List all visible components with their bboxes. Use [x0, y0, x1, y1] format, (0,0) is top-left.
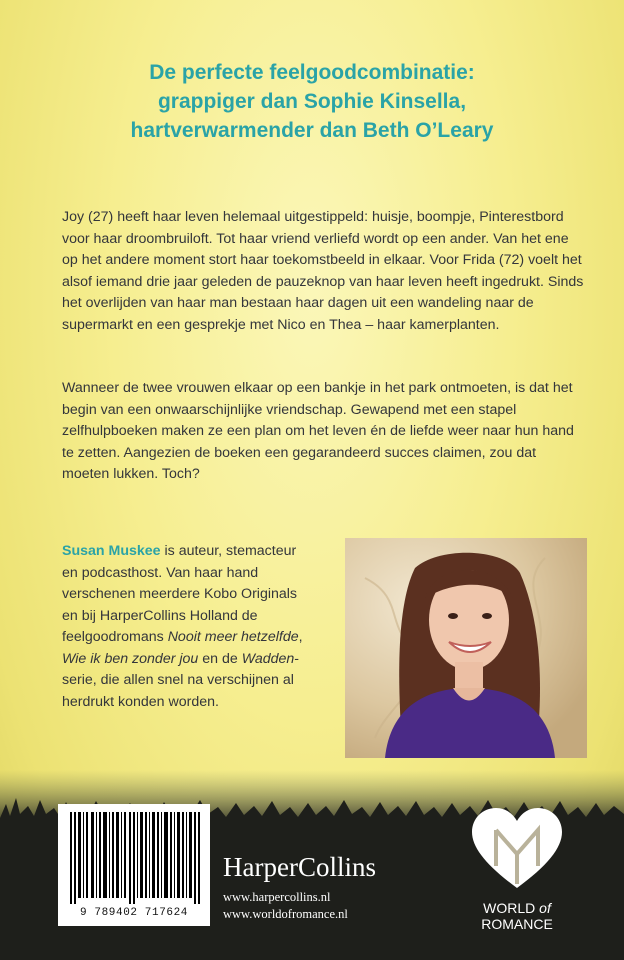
publisher-logo: HarperCollins — [223, 852, 376, 882]
author-bio-text-2: , — [298, 629, 303, 645]
publisher-url: www.harpercollins.nl — [223, 890, 331, 904]
book-title-2: Wie ik ben zonder jou — [62, 650, 199, 667]
tagline-line-2: grappiger dan Sophie Kinsella, — [157, 90, 467, 113]
tagline-line-3: hartverwarmender dan Beth O’Leary — [130, 119, 494, 142]
imprint-url: www.worldofromance.nl — [223, 907, 348, 921]
author-portrait-illustration — [345, 538, 587, 758]
author-bio — [62, 541, 310, 713]
tagline-line-1: De perfecte feelgoodcombinatie: — [149, 61, 475, 84]
isbn-barcode — [58, 804, 210, 926]
barcode-bars — [58, 804, 210, 904]
imprint-romance: ROMANCE — [481, 916, 553, 932]
imprint-world: WORLD — [483, 900, 540, 916]
blurb-paragraph-2: Wanneer de twee vrouwen elkaar op een bankje in het park ontmoeten, is dat het begin van een onwaarschijnlijke vriendschap. Gewapend met een stapel zelfhulpboeken maken ze een plan om het leven én de liefde weer naar hun hand te zetten. Aangezien de boeken een gegarandeerd succes claimen, zou dat moeten lukken. Toch? — [62, 380, 574, 482]
book-title-3: Wadden — [241, 650, 295, 667]
imprint-of: of — [539, 900, 551, 916]
book-title-1: Nooit meer hetzelfde — [167, 629, 299, 645]
author-photo — [345, 538, 587, 758]
author-name: Susan Muskee — [62, 543, 161, 559]
author-bio-text-4: -serie, die allen snel na verschijnen al herdrukt konden worden. — [62, 650, 300, 710]
blurb-paragraph-1: Joy (27) heeft haar leven helemaal uitgestippeld: huisje, boompje, Pinterestbord voor haar droombruiloft. Tot haar vriend verliefd wordt op een ander. Van het ene op het andere moment stort haar toekomstbeeld in elkaar. Voor Frida (72) voelt het alsof iemand drie jaar geleden de pauzeknop van haar leven heeft ingedrukt. Sinds het overlijden van haar man bestaan haar dagen uit een wandeling naar de supermarkt en een gesprekje met Nico en Thea – haar kamerplanten. — [62, 209, 584, 333]
isbn-number: 9 789402 717624 — [79, 907, 189, 919]
imprint-line-1 — [462, 900, 572, 916]
tagline — [0, 58, 624, 145]
author-bio-text-3: en de — [198, 650, 242, 667]
author-bio-text-1: is auteur, stemacteur en podcasthost. Van haar hand verschenen meerdere Kobo Originals en bij HarperCollins Holland de feelgoodromans — [62, 543, 298, 645]
